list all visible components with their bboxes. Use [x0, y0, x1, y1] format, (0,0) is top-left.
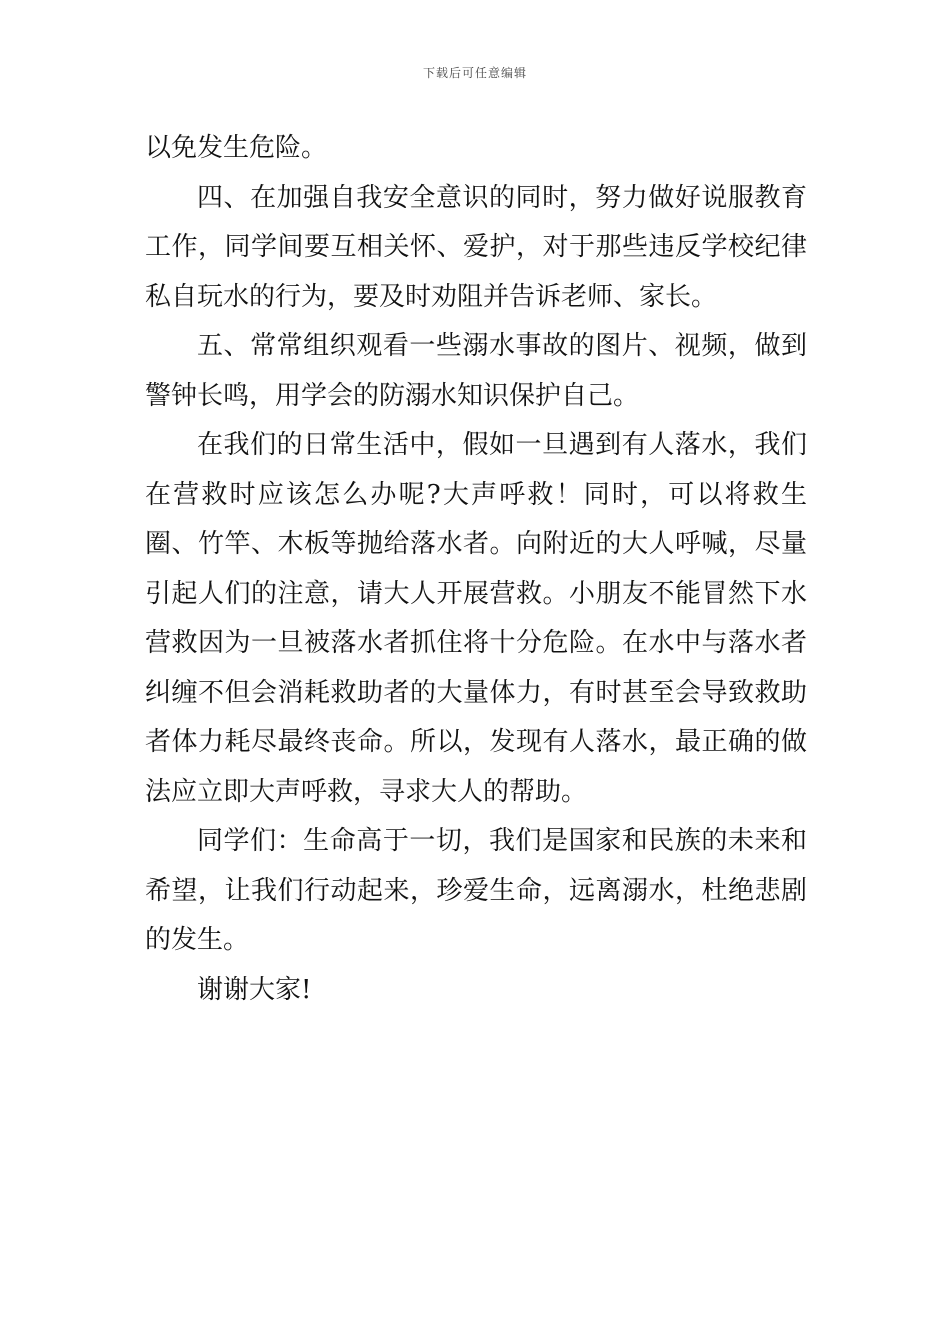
- paragraph-2: 四、在加强自我安全意识的同时，努力做好说服教育工作，同学间要互相关怀、爱护，对于那些违反学校纪律私自玩水的行为，要及时劝阻并告诉老师、家长。: [145, 182, 807, 312]
- paragraph-4: 在我们的日常生活中，假如一旦遇到有人落水，我们在营救时应该怎么办呢?大声呼救！同时，可以将救生圈、竹竿、木板等抛给落水者。向附近的大人呼喊，尽量引起人们的注意，请大人开展营救。小朋友不能冒然下水营救因为一旦被落水者抓住将十分危险。在水中与落水者纠缠不但会消耗救助者的大量体力，有时甚至会导致救助者体力耗尽最终丧命。所以，发现有人落水，最正确的做法应立即大声呼救，寻求大人的帮助。: [145, 430, 807, 807]
- page-header: 下载后可任意编辑: [422, 66, 527, 80]
- paragraph-1: 以免发生危险。: [145, 133, 328, 163]
- paragraph-6: 谢谢大家!: [197, 974, 312, 1005]
- paragraph-5: 同学们：生命高于一切，我们是国家和民族的未来和希望，让我们行动起来，珍爱生命，远离溺水，杜绝悲剧的发生。: [145, 826, 807, 955]
- paragraph-3: 五、常常组织观看一些溺水事故的图片、视频，做到警钟长鸣，用学会的防溺水知识保护自己。: [145, 331, 807, 411]
- document-body: [145, 124, 807, 1015]
